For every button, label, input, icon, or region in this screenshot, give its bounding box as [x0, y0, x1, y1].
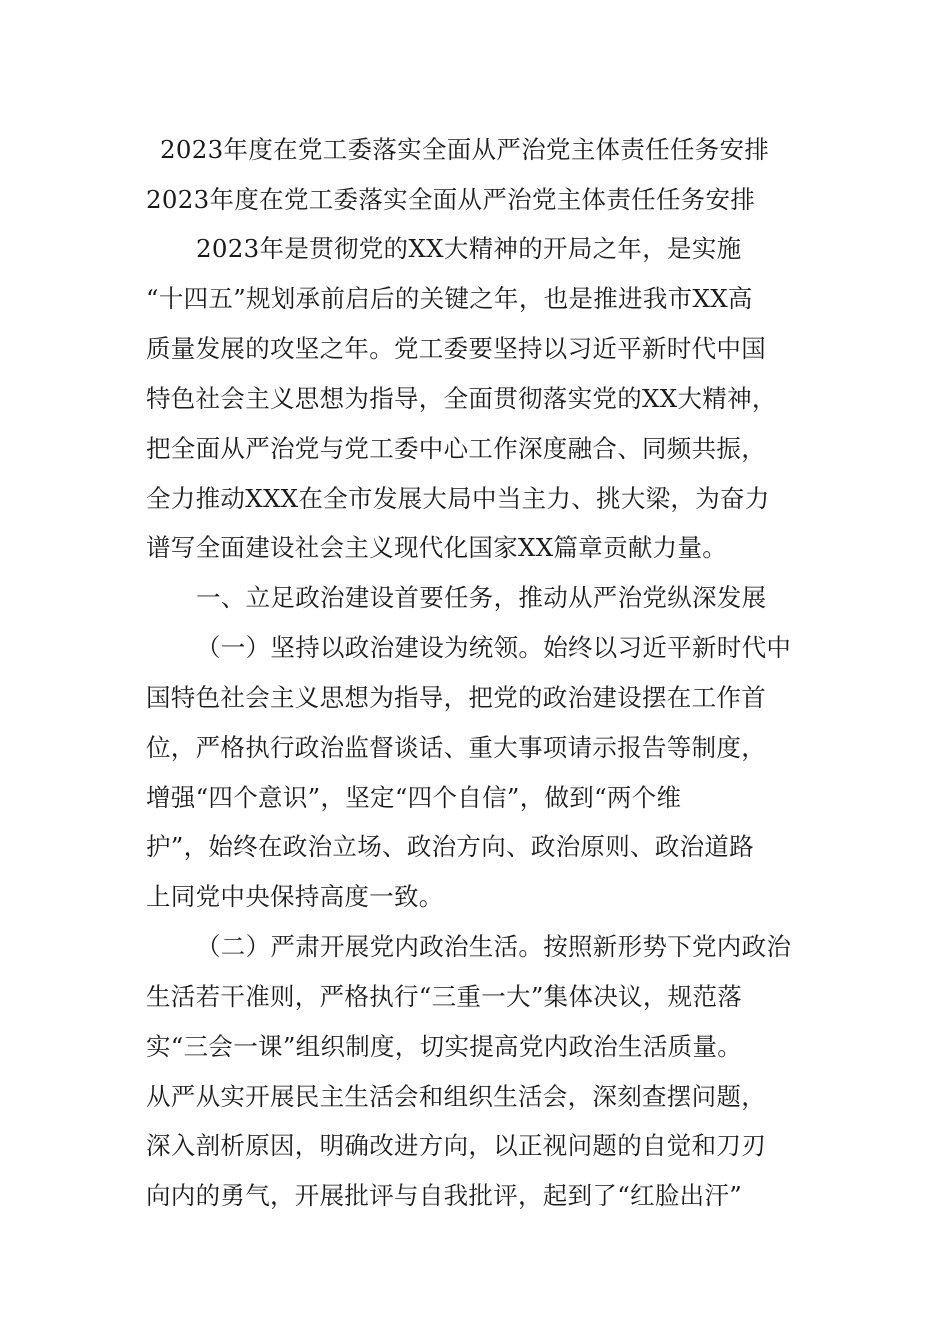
subsection-2-line: 实“三会一课”组织制度，切实提高党内政治生活质量。	[146, 1032, 743, 1061]
document-title: 2023年度在党工委落实全面从严治党主体责任任务安排	[160, 135, 770, 164]
subsection-1-line: 增强“四个意识”，坚定“四个自信”，做到“两个维	[146, 783, 682, 812]
subsection-1-line: 上同党中央保持高度一致。	[146, 882, 444, 911]
subsection-1-line: 护”，始终在政治立场、政治方向、政治原则、政治道路	[146, 832, 755, 861]
intro-line: 谱写全面建设社会主义现代化国家XX篇章贡献力量。	[146, 533, 728, 562]
intro-line: 质量发展的攻坚之年。党工委要坚持以习近平新时代中国	[146, 334, 766, 363]
document-title-repeat: 2023年度在党工委落实全面从严治党主体责任任务安排	[146, 185, 756, 214]
intro-line: “十四五”规划承前启后的关键之年，也是推进我市XX高	[146, 284, 753, 313]
intro-line: 2023年是贯彻党的XX大精神的开局之年，是实施	[196, 234, 742, 263]
subsection-1-line: （一）坚持以政治建设为统领。始终以习近平新时代中	[196, 633, 792, 662]
subsection-1-line: 国特色社会主义思想为指导，把党的政治建设摆在工作首	[146, 683, 766, 712]
subsection-2-line: 深入剖析原因，明确改进方向，以正视问题的自觉和刀刃	[146, 1131, 766, 1160]
subsection-2-line: （二）严肃开展党内政治生活。按照新形势下党内政治	[196, 932, 792, 961]
subsection-2-line: 向内的勇气，开展批评与自我批评，起到了“红脸出汗”	[146, 1181, 743, 1210]
intro-line: 把全面从严治党与党工委中心工作深度融合、同频共振，	[146, 434, 766, 463]
section-1-heading: 一、立足政治建设首要任务，推动从严治党纵深发展	[196, 583, 767, 612]
subsection-1-line: 位，严格执行政治监督谈话、重大事项请示报告等制度，	[146, 733, 766, 762]
subsection-2-line: 从严从实开展民主生活会和组织生活会，深刻查摆问题，	[146, 1082, 766, 1111]
subsection-2-line: 生活若干准则，严格执行“三重一大”集体决议，规范落	[146, 982, 743, 1011]
intro-line: 全力推动XXX在全市发展大局中当主力、挑大梁，为奋力	[146, 484, 770, 513]
intro-line: 特色社会主义思想为指导，全面贯彻落实党的XX大精神，	[146, 384, 777, 413]
